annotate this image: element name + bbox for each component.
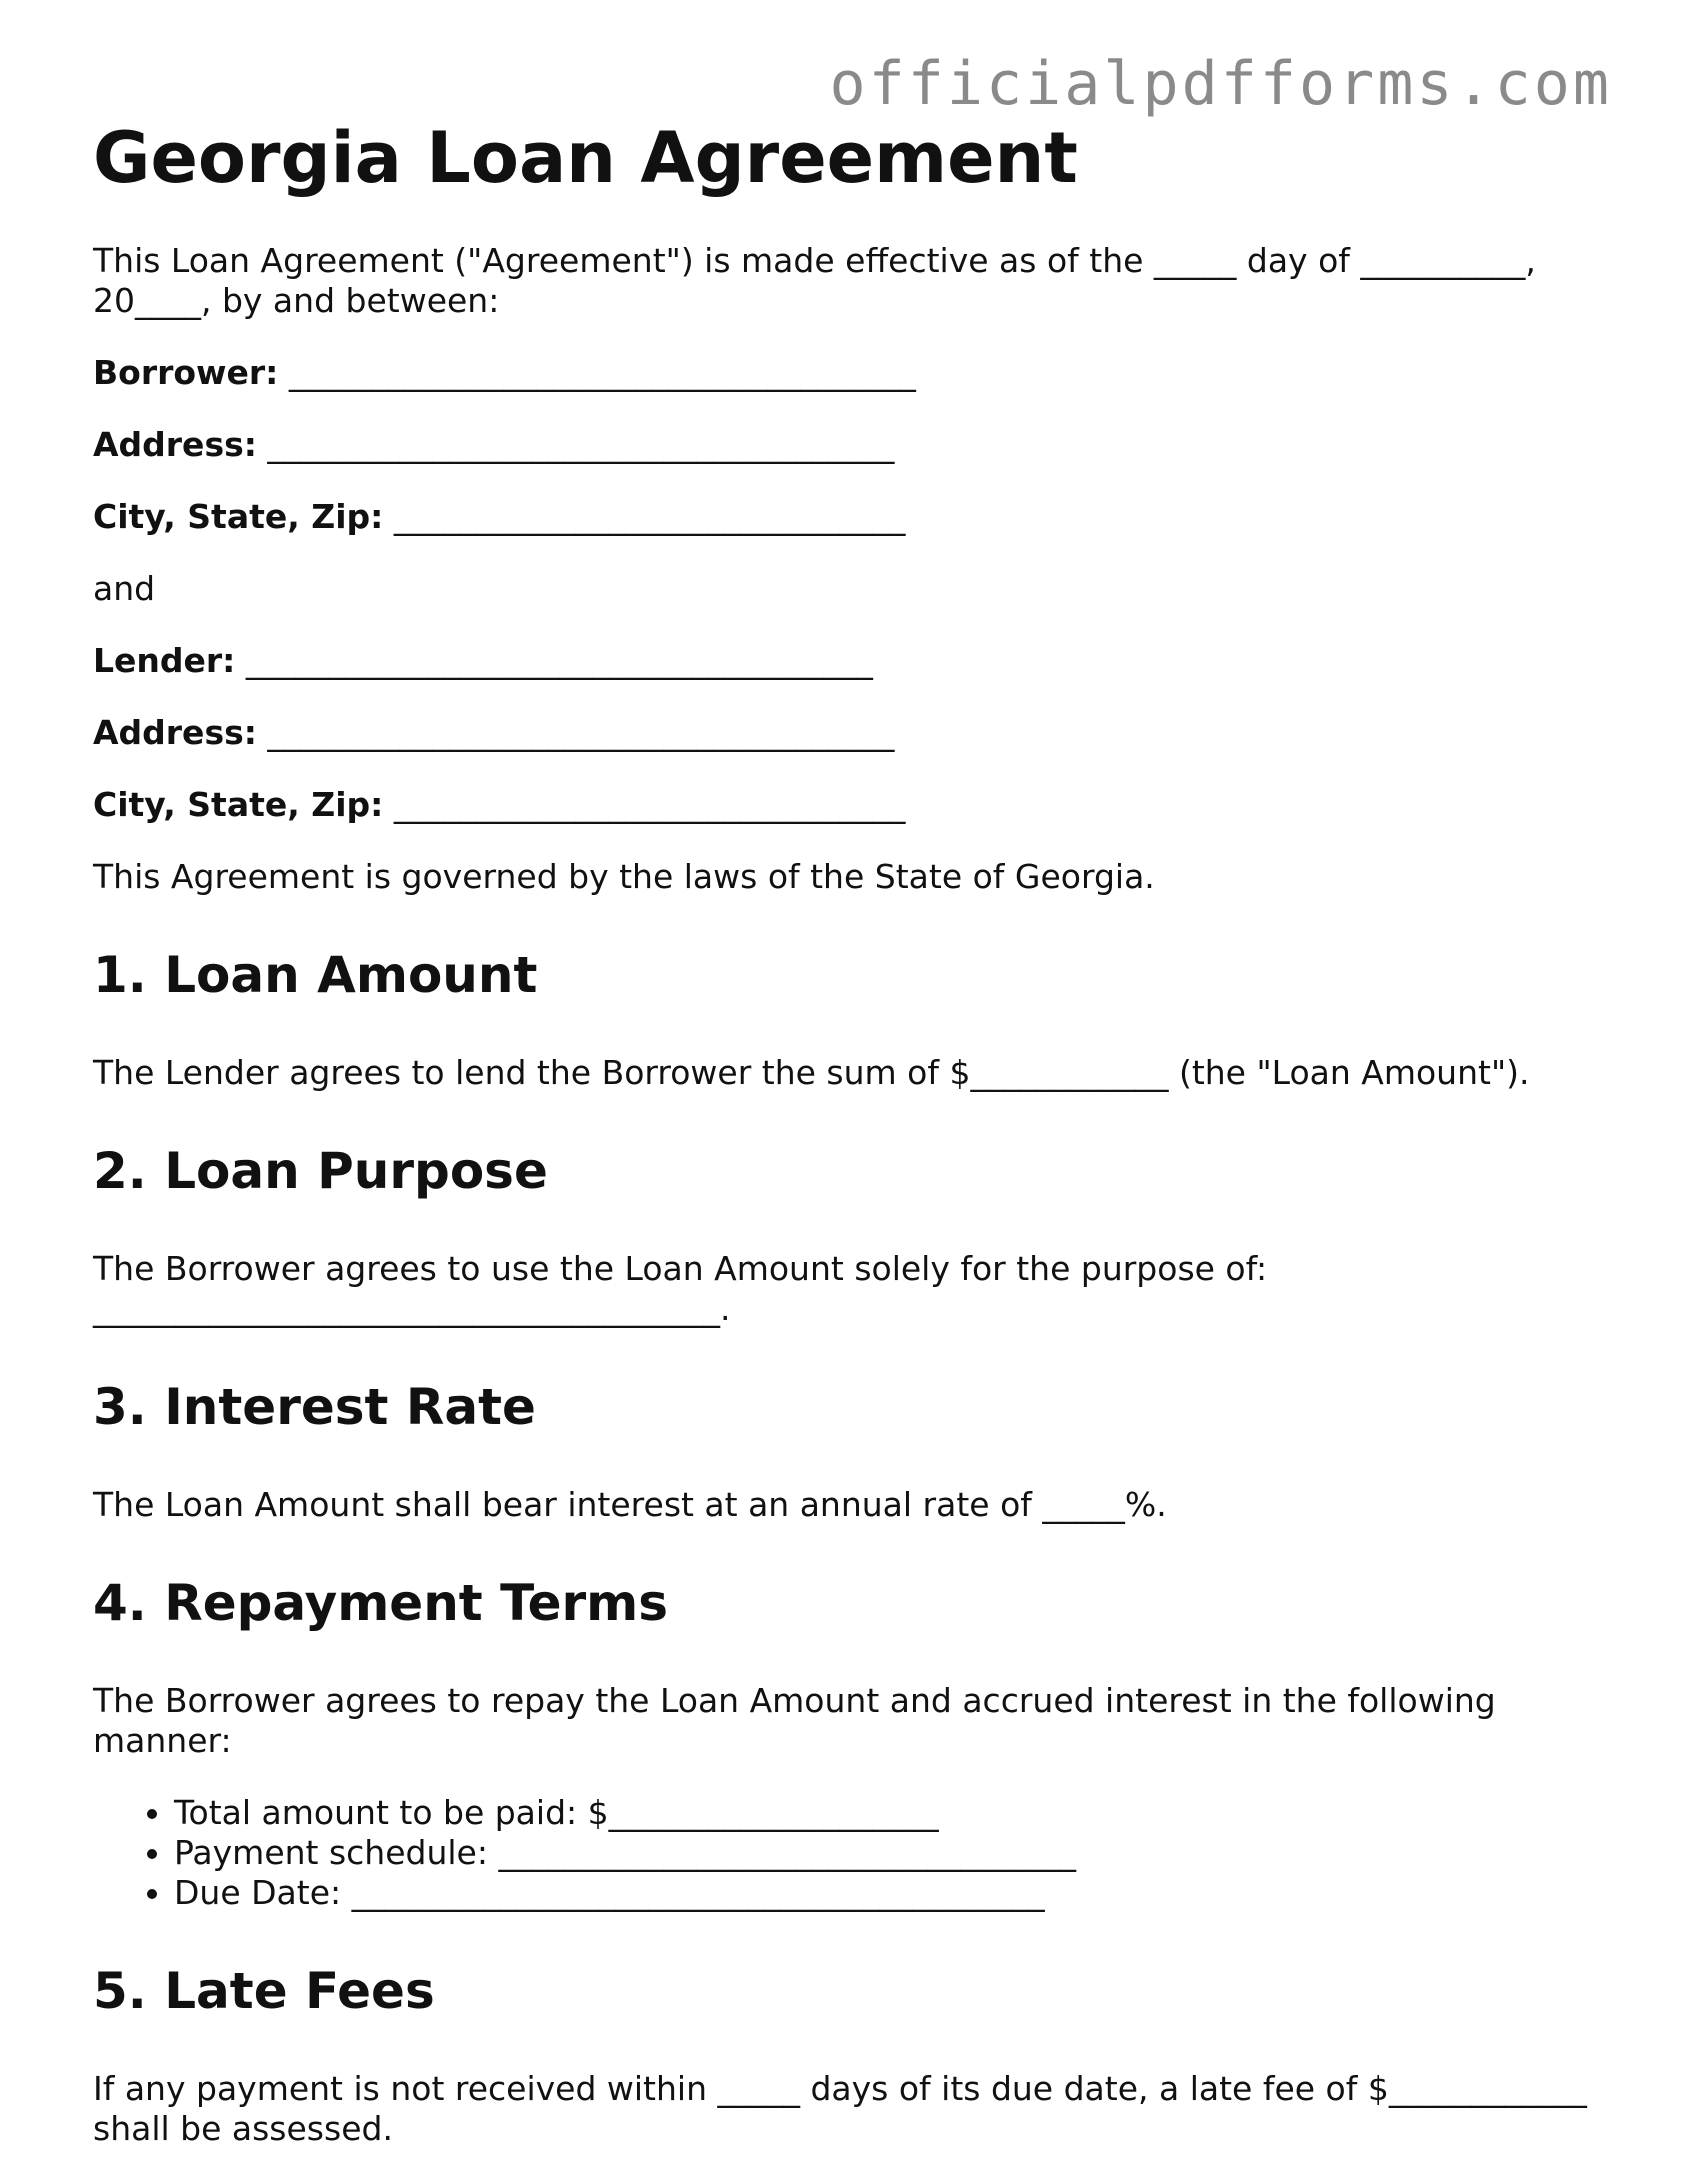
lender-city-label: City, State, Zip: — [93, 784, 384, 824]
section-heading-interest-rate: 3. Interest Rate — [93, 1377, 536, 1436]
lender-name-field — [93, 641, 1593, 681]
lender-name-blank[interactable]: ______________________________________ — [245, 640, 873, 680]
borrower-name-field — [93, 353, 1593, 393]
repayment-item-schedule: • Payment schedule: ___________________________________ — [174, 1833, 1593, 1873]
section-text-loan-purpose: The Borrower agrees to use the Loan Amount solely for the purpose of: ______________________________________. — [93, 1248, 1268, 1328]
governing-law-text: This Agreement is governed by the laws of the State of Georgia. — [93, 856, 1155, 896]
lender-city-blank[interactable]: _______________________________ — [393, 784, 906, 824]
borrower-address-blank[interactable]: ______________________________________ — [267, 424, 895, 464]
document-page — [93, 118, 1593, 2149]
borrower-address-field — [93, 425, 1593, 465]
section-heading-loan-amount: 1. Loan Amount — [93, 945, 538, 1004]
section-text-repayment-terms: The Borrower agrees to repay the Loan Amount and accrued interest in the following manner: — [93, 1680, 1496, 1760]
borrower-address-label: Address: — [93, 424, 257, 464]
repayment-item-due-date: • Due Date: __________________________________________ — [174, 1873, 1593, 1913]
lender-city-field — [93, 785, 1593, 825]
borrower-city-blank[interactable]: _______________________________ — [393, 496, 906, 536]
and-text: and — [93, 568, 156, 608]
borrower-city-field — [93, 497, 1593, 537]
repayment-list — [93, 1793, 1593, 1913]
section-text-loan-amount: The Lender agrees to lend the Borrower the sum of $____________ (the "Loan Amount"). — [93, 1052, 1530, 1092]
watermark: officialpdfforms.com — [829, 49, 1612, 119]
section-text-interest-rate: The Loan Amount shall bear interest at an annual rate of _____%. — [93, 1484, 1167, 1524]
lender-address-blank[interactable]: ______________________________________ — [267, 712, 895, 752]
repayment-item-total: • Total amount to be paid: $____________________ — [174, 1793, 1593, 1833]
section-heading-loan-purpose: 2. Loan Purpose — [93, 1141, 548, 1200]
section-heading-late-fees: 5. Late Fees — [93, 1961, 435, 2020]
lender-address-field — [93, 713, 1593, 753]
borrower-name-label: Borrower: — [93, 352, 279, 392]
lender-name-label: Lender: — [93, 640, 236, 680]
intro-paragraph: This Loan Agreement ("Agreement") is made effective as of the _____ day of __________, 20____, by and between: — [93, 240, 1536, 320]
borrower-city-label: City, State, Zip: — [93, 496, 384, 536]
lender-address-label: Address: — [93, 712, 257, 752]
document-title: Georgia Loan Agreement — [93, 117, 1078, 199]
section-text-late-fees: If any payment is not received within _____ days of its due date, a late fee of $____________ shall be assessed. — [93, 2068, 1587, 2148]
borrower-name-blank[interactable]: ______________________________________ — [288, 352, 916, 392]
section-heading-repayment-terms: 4. Repayment Terms — [93, 1573, 668, 1632]
